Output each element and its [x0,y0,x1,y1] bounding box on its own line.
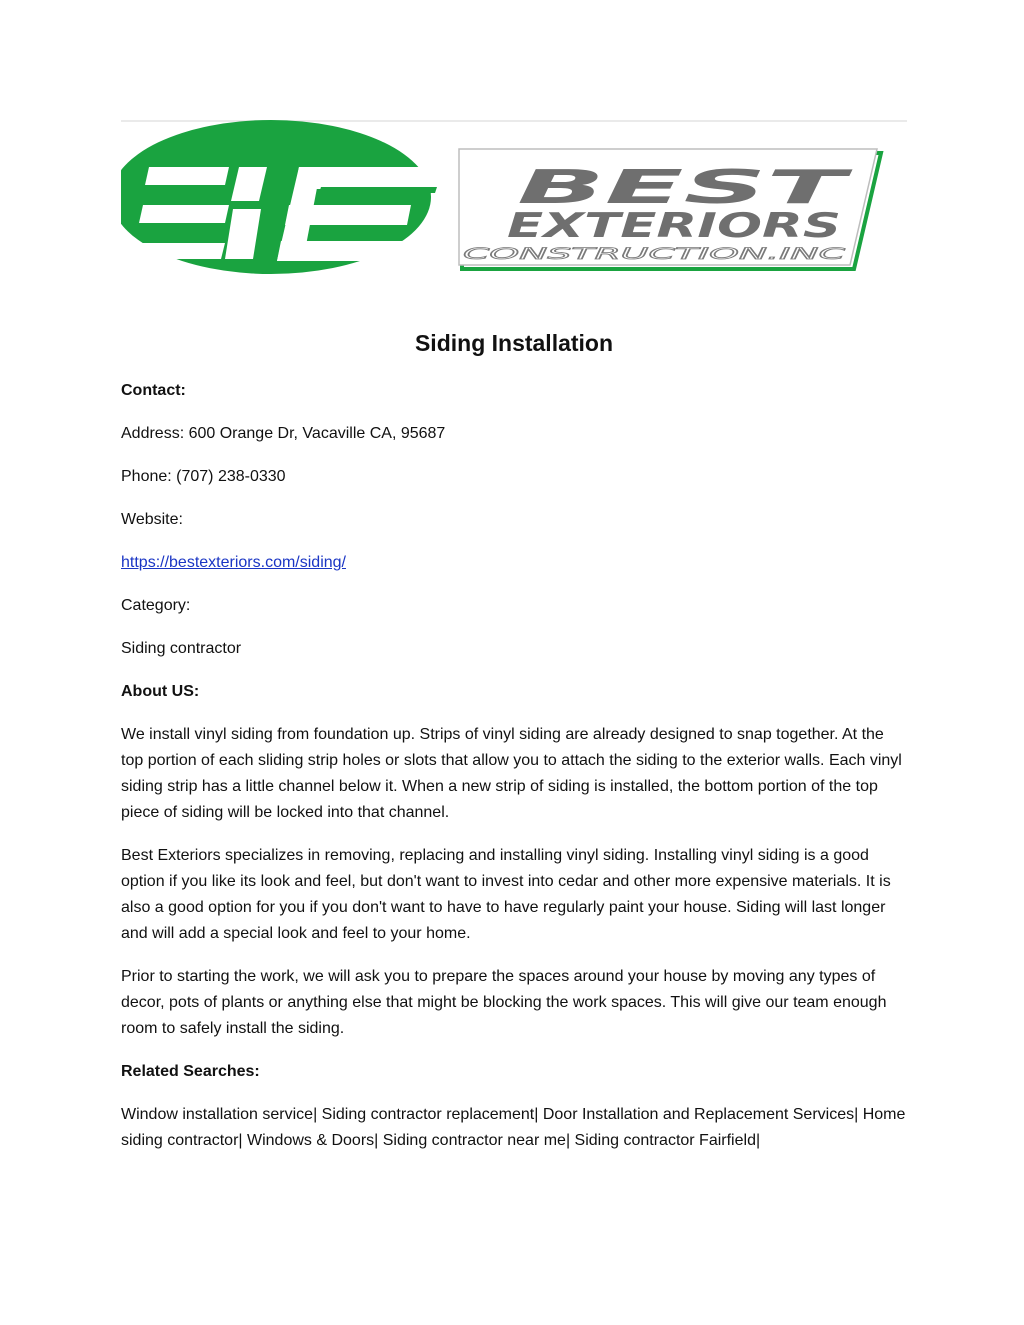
phone-line: Phone: (707) 238-0330 [121,468,286,485]
website-label: Website: [121,511,183,528]
logo-graphic [121,119,907,279]
company-logo [121,119,907,279]
website-link[interactable]: https://bestexteriors.com/siding/ [121,554,346,571]
logo-word-construction: CONSTRUCTION.INC [463,244,847,263]
about-paragraph-1: We install vinyl siding from foundation up. Strips of vinyl siding are already designed to snap together. At the top portion of each sliding strip holes or slots that allow you to attach the siding to the exterior walls. Each vinyl siding strip has a little channel below it. When a new strip of siding is installed, the bottom portion of the top piece of siding will be locked into that channel. [121,726,902,821]
about-paragraph-3: Prior to starting the work, we will ask you to prepare the spaces around your house by moving any types of decor, pots of plants or anything else that might be blocking the work spaces. This will give our team enough room to safely install the siding. [121,968,887,1037]
related-heading: Related Searches: [121,1063,260,1080]
page-title: Siding Installation [414,330,614,356]
category-label: Category: [121,597,191,614]
address-line: Address: 600 Orange Dr, Vacaville CA, 95687 [121,425,446,442]
about-heading: About US: [121,683,200,700]
about-paragraph-2: Best Exteriors specializes in removing, replacing and installing vinyl siding. Installing vinyl siding is a good option if you like its look and feel, but don't want to invest into cedar and other more expensive materials. It is also a good option for you if you don't want to have to have regularly paint your house. Siding will last longer and will add a special look and feel to your home. [121,847,891,942]
website-link-row [121,550,907,576]
document-body [121,326,907,1171]
logo-word-exteriors: EXTERIORS [507,206,841,246]
category-value: Siding contractor [121,640,242,657]
contact-heading: Contact: [121,382,186,399]
logo-word-best: BEST [517,160,855,214]
related-searches: Window installation service| Siding contractor replacement| Door Installation and Replacement Services| Home siding contractor| Windows & Doors| Siding contractor near me| Siding contractor Fairfield| [121,1106,906,1149]
